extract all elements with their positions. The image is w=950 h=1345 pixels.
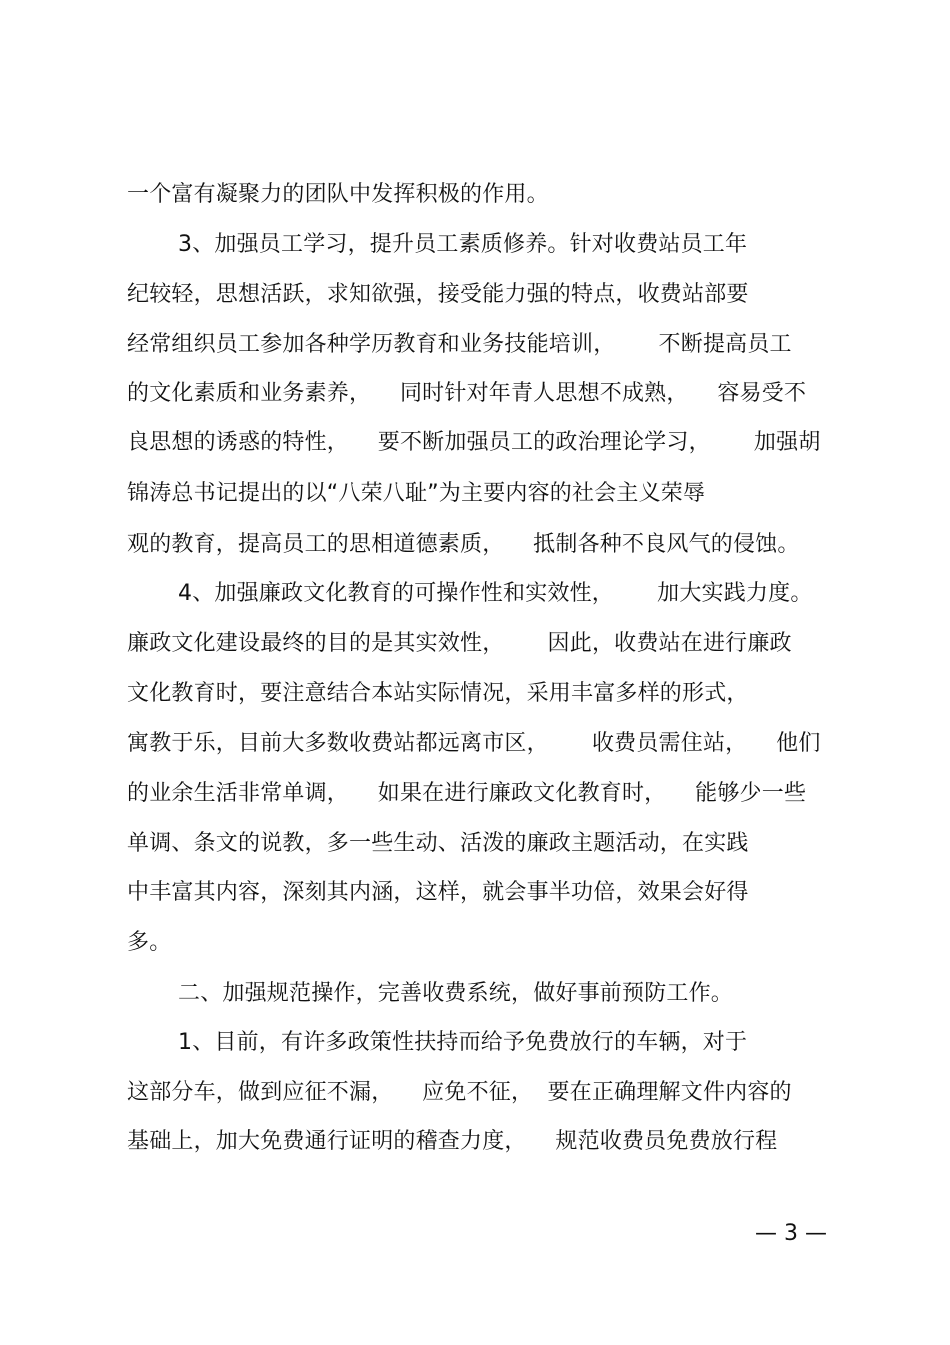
text-line: 廉政文化建设最终的目的是其实效性， 因此，收费站在进行廉政 xyxy=(127,631,792,656)
text-line: 观的教育，提高员工的思相道德素质， 抵制各种不良风气的侵蚀。 xyxy=(127,532,800,557)
text-line: 1、目前，有许多政策性扶持而给予免费放行的车辆，对于 xyxy=(178,1030,748,1055)
text-line: 的文化素质和业务素养， 同时针对年青人思想不成熟， 容易受不 xyxy=(127,381,807,406)
text-line: 3、加强员工学习，提升员工素质修养。针对收费站员工年 xyxy=(178,232,748,257)
text-line: 寓教于乐，目前大多数收费站都远离市区， 收费员需住站， 他们 xyxy=(127,731,821,756)
text-line: 良思想的诱惑的特性， 要不断加强员工的政治理论学习， 加强胡 xyxy=(127,430,821,455)
text-line: 4、加强廉政文化教育的可操作性和实效性， 加大实践力度。 xyxy=(178,581,813,606)
text-line: 单调、条文的说教，多一些生动、活泼的廉政主题活动，在实践 xyxy=(127,831,749,856)
text-line: 二、加强规范操作，完善收费系统，做好事前预防工作。 xyxy=(178,981,734,1006)
text-line: 经常组织员工参加各种学历教育和业务技能培训， 不断提高员工 xyxy=(127,332,792,357)
text-line: 基础上，加大免费通行证明的稽查力度， 规范收费员免费放行程 xyxy=(127,1129,778,1154)
text-line: 中丰富其内容，深刻其内涵，这样，就会事半功倍，效果会好得 xyxy=(127,880,749,905)
text-line: 多。 xyxy=(127,930,172,955)
text-line: 纪较轻，思想活跃，求知欲强，接受能力强的特点，收费站部要 xyxy=(127,282,749,307)
text-line: 一个富有凝聚力的团队中发挥积极的作用。 xyxy=(127,182,549,207)
text-line: 的业余生活非常单调， 如果在进行廉政文化教育时， 能够少一些 xyxy=(127,781,807,806)
text-line: 文化教育时，要注意结合本站实际情况，采用丰富多样的形式， xyxy=(127,681,749,706)
text-line: 锦涛总书记提出的以“八荣八耻”为主要内容的社会主义荣辱 xyxy=(127,481,706,506)
text-line: 这部分车，做到应征不漏， 应免不征， 要在正确理解文件内容的 xyxy=(127,1080,792,1105)
page-number: — 3 — xyxy=(755,1221,827,1246)
